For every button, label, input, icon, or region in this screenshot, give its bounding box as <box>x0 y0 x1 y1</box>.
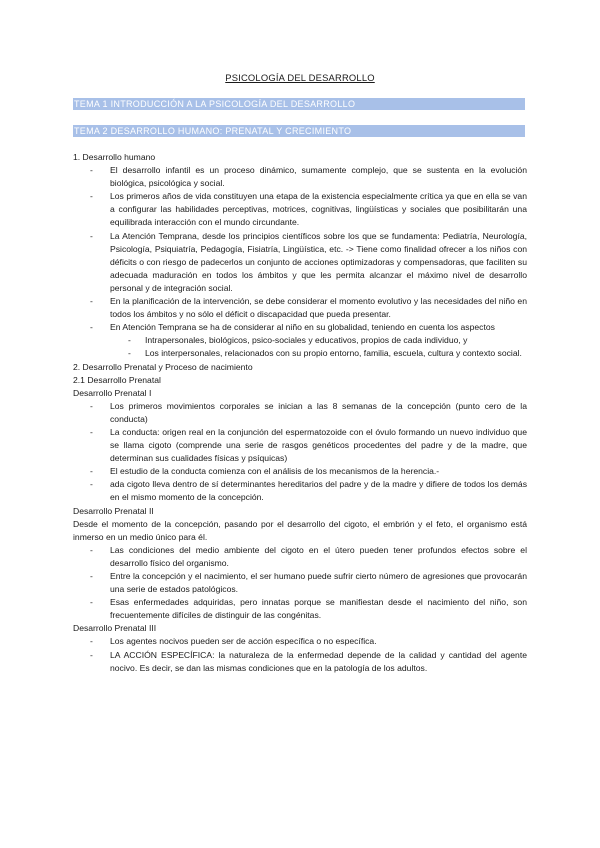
heading-desarrollo-prenatal-nacimiento: 2. Desarrollo Prenatal y Proceso de nacimiento <box>73 361 253 372</box>
list-item-text: En Atención Temprana se ha de considerar al niño en su globalidad, teniendo en cuenta los aspectos <box>110 322 495 333</box>
list-prenatal-1 <box>73 400 527 505</box>
heading-desarrollo-humano: 1. Desarrollo humano <box>73 152 156 162</box>
list-item: - La conducta: origen real en la conjunción del espermatozoide con el óvulo formando un nuevo individuo que se llama cigoto (comprende una serie de rasgos genéticos procedentes del padre y de la madre, que determinan sus cualidades físicas y psíquicas) <box>73 426 527 465</box>
list-item <box>73 321 527 360</box>
section-band-tema-1: TEMA 1 INTRODUCCIÓN A LA PSICOLOGÍA DEL DESARROLLO <box>73 98 525 110</box>
sublist-item: - Intrapersonales, biológicos, psico-sociales y educativos, propios de cada individuo, y <box>110 334 527 347</box>
list-item: - Esas enfermedades adquiridas, pero innatas porque se manifiestan desde el nacimiento del niño, son frecuentemente difíciles de distinguir de las congénitas. <box>73 596 527 622</box>
sublist-item: - Los interpersonales, relacionados con su propio entorno, familia, escuela, cultura y contexto social. <box>110 347 527 360</box>
list-desarrollo-humano <box>73 164 527 360</box>
list-item: - Los agentes nocivos pueden ser de acción específica o no específica. <box>73 635 527 648</box>
document-body <box>73 151 527 675</box>
list-item: - Entre la concepción y el nacimiento, el ser humano puede sufrir cierto número de agresiones que provocarán una serie de estados patológicos. <box>73 570 527 596</box>
list-item: - El desarrollo infantil es un proceso dinámico, sumamente complejo, que se sustenta en la evolución biológica, psicológica y social. <box>73 164 527 190</box>
list-prenatal-2 <box>73 544 527 623</box>
list-item: - En la planificación de la intervención, se debe considerar el momento evolutivo y las necesidades del niño en todos los ámbitos y no sólo el déficit o discapacidad que pueda presentar. <box>73 295 527 321</box>
list-item: - El estudio de la conducta comienza con el análisis de los mecanismos de la herencia.- <box>73 465 527 478</box>
list-prenatal-3 <box>73 635 527 674</box>
document-title: PSICOLOGÍA DEL DESARROLLO <box>225 72 375 83</box>
sublist-aspectos <box>110 334 527 360</box>
list-item: - Las condiciones del medio ambiente del cigoto en el útero pueden tener profundos efectos sobre el desarrollo físico del organismo. <box>73 544 527 570</box>
list-item: - La Atención Temprana, desde los principios científicos sobre los que se fundamenta: Pediatría, Neurología, Psicología, Psiquiatría, Pedagogía, Fisiatría, Lingüística, etc. -> Tiene como finalidad ofrecer a los niños con déficits o con riesgo de padecerlos un conjunto de acciones optimizadoras y compensadoras, que faciliten su adecuada maduración en todos los ámbitos y que les permita alcanzar el máximo nivel de desarrollo personal y de integración social. <box>73 230 527 295</box>
list-item: - LA ACCIÓN ESPECÍFICA: la naturaleza de la enfermedad depende de la calidad y cantidad del agente nocivo. Es decir, se dan las mismas condiciones que en la patología de los adultos. <box>73 649 527 675</box>
subheading-desarrollo-prenatal: 2.1 Desarrollo Prenatal <box>73 374 161 385</box>
heading-prenatal-3: Desarrollo Prenatal III <box>73 623 157 634</box>
heading-prenatal-1: Desarrollo Prenatal I <box>73 387 152 398</box>
paragraph-prenatal-2-intro: Desde el momento de la concepción, pasando por el desarrollo del cigoto, el embrión y el feto, el organismo está inmerso en un medio único para él. <box>73 518 527 542</box>
list-item: - ada cigoto lleva dentro de sí determinantes hereditarios del padre y de la madre y difiere de todos los demás en el mismo momento de la concepción. <box>73 478 527 504</box>
section-band-tema-2: TEMA 2 DESARROLLO HUMANO: PRENATAL Y CRECIMIENTO <box>73 125 525 137</box>
list-item: - Los primeros movimientos corporales se inician a las 8 semanas de la concepción (punto cero de la conducta) <box>73 400 527 426</box>
heading-prenatal-2: Desarrollo Prenatal II <box>73 505 154 516</box>
list-item: - Los primeros años de vida constituyen una etapa de la existencia especialmente crítica ya que en ella se van a configurar las habilidades perceptivas, motrices, cognitivas, lingüísticas y sociales que posibilitarán una equilibrada interacción con el mundo circundante. <box>73 190 527 229</box>
